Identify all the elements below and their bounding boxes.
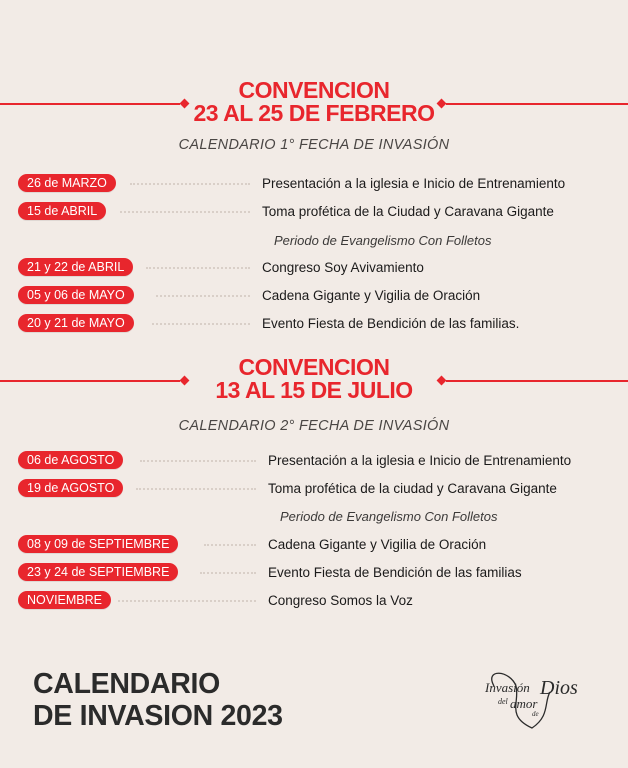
date-pill: 21 y 22 de ABRIL xyxy=(18,258,133,276)
footer-title-line1: CALENDARIO xyxy=(33,668,220,700)
convention-dates: 13 AL 15 DE JULIO xyxy=(215,377,413,403)
invasion-del-amor-logo xyxy=(480,672,585,730)
dotted-leader xyxy=(152,323,250,325)
event-text: Presentación a la iglesia e Inicio de Entrenamiento xyxy=(268,453,572,468)
date-pill: 06 de AGOSTO xyxy=(18,451,123,469)
event-text: Evento Fiesta de Bendición de las familias. xyxy=(262,316,520,331)
event-note: Periodo de Evangelismo Con Folletos xyxy=(280,509,498,524)
dotted-leader xyxy=(136,488,256,490)
divider-left xyxy=(0,103,180,105)
convention-title-2 xyxy=(0,356,628,402)
event-text: Toma profética de la Ciudad y Caravana Gigante xyxy=(262,204,554,219)
divider-right xyxy=(446,103,628,105)
event-text: Cadena Gigante y Vigilia de Oración xyxy=(268,537,487,552)
event-note: Periodo de Evangelismo Con Folletos xyxy=(274,233,492,248)
dotted-leader xyxy=(118,600,256,602)
divider-right xyxy=(446,380,628,382)
convention-name: CONVENCION xyxy=(238,354,390,380)
event-text: Congreso Soy Avivamiento xyxy=(262,260,424,275)
event-text: Presentación a la iglesia e Inicio de Entrenamiento xyxy=(262,176,566,191)
date-pill: NOVIEMBRE xyxy=(18,591,111,609)
convention-title-1 xyxy=(0,79,628,125)
footer-title-line2: DE INVASION 2023 xyxy=(33,700,283,732)
date-pill: 26 de MARZO xyxy=(18,174,116,192)
date-pill: 05 y 06 de MAYO xyxy=(18,286,134,304)
dotted-leader xyxy=(200,572,256,574)
logo-line2: del xyxy=(498,697,508,706)
dotted-leader xyxy=(130,183,250,185)
calendar-subtitle-2: CALENDARIO 2° FECHA DE INVASIÓN xyxy=(178,418,450,434)
event-text: Evento Fiesta de Bendición de las familias xyxy=(268,565,522,580)
logo-line1: Invasión xyxy=(485,680,530,695)
logo-line5: Dios xyxy=(540,677,578,699)
footer-title xyxy=(33,668,283,732)
divider-left xyxy=(0,380,180,382)
event-text: Toma profética de la ciudad y Caravana Gigante xyxy=(268,481,557,496)
convention-name: CONVENCION xyxy=(238,77,390,103)
date-pill: 19 de AGOSTO xyxy=(18,479,123,497)
dotted-leader xyxy=(156,295,250,297)
dotted-leader xyxy=(120,211,250,213)
event-text: Congreso Somos la Voz xyxy=(268,593,413,608)
dotted-leader xyxy=(146,267,250,269)
logo-line4: de xyxy=(532,710,539,718)
convention-dates: 23 AL 25 DE FEBRERO xyxy=(193,100,435,126)
date-pill: 20 y 21 de MAYO xyxy=(18,314,134,332)
logo-line3: amor xyxy=(510,696,538,711)
date-pill: 15 de ABRIL xyxy=(18,202,106,220)
calendar-subtitle-1: CALENDARIO 1° FECHA DE INVASIÓN xyxy=(178,137,450,153)
date-pill: 23 y 24 de SEPTIEMBRE xyxy=(18,563,178,581)
event-text: Cadena Gigante y Vigilia de Oración xyxy=(262,288,481,303)
dotted-leader xyxy=(204,544,256,546)
date-pill: 08 y 09 de SEPTIEMBRE xyxy=(18,535,178,553)
dotted-leader xyxy=(140,460,256,462)
